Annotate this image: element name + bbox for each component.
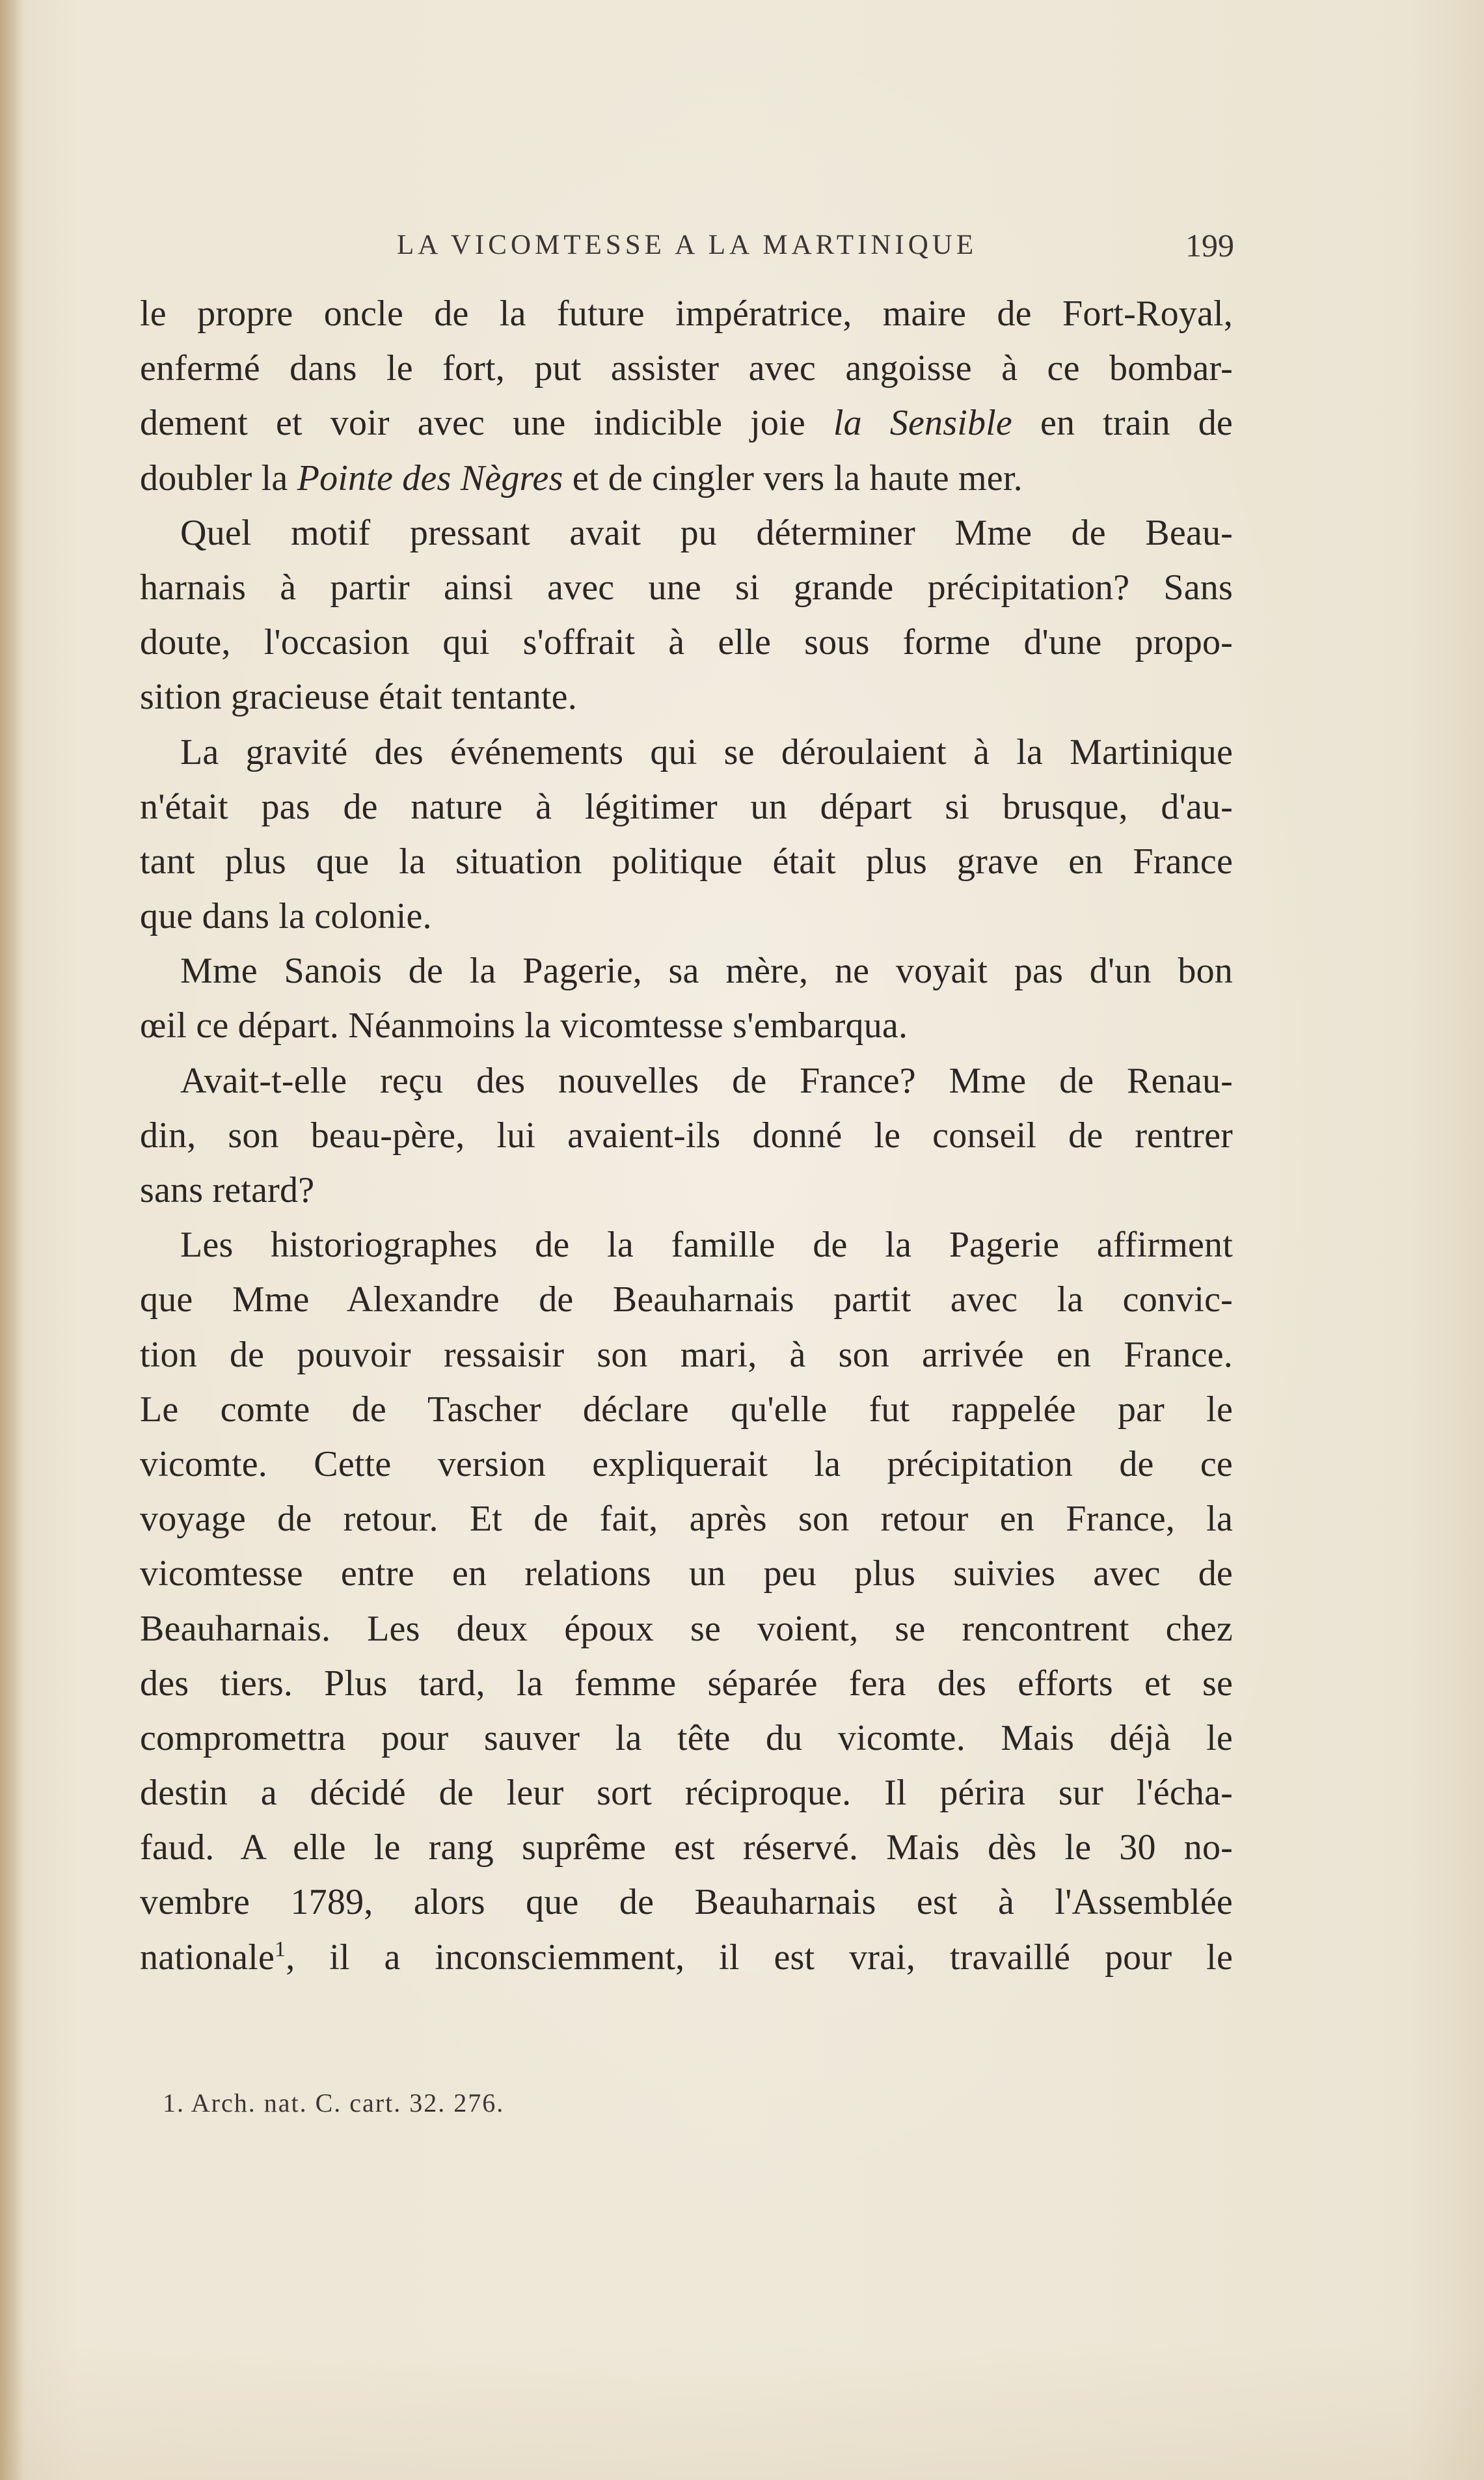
text-line	[140, 451, 1233, 506]
text-line: enfermé dans le fort, put assister avec angoisse à ce bombar-	[140, 348, 1233, 389]
text-line: n'était pas de nature à légitimer un départ si brusque, d'au-	[140, 786, 1233, 827]
text-segment: en train de	[1012, 403, 1233, 444]
text-line: Les historiographes de la famille de la Pagerie affirment	[180, 1225, 1233, 1266]
spine-shadow	[0, 0, 23, 2480]
text-line: des tiers. Plus tard, la femme séparée fera des efforts et se	[140, 1663, 1233, 1704]
text-segment: , il a inconsciemment, il est vrai, travaillé pour le	[286, 1937, 1233, 1978]
text-line: tant plus que la situation politique était plus grave en France	[140, 841, 1233, 882]
footnote: 1. Arch. nat. C. cart. 32. 276.	[163, 2088, 505, 2118]
text-segment: doubler la	[140, 457, 297, 498]
text-line: Le comte de Tascher déclare qu'elle fut rappelée par le	[140, 1389, 1233, 1430]
text-line: vembre 1789, alors que de Beauharnais est à l'Assemblée	[140, 1882, 1233, 1923]
page-bottom-tint	[0, 2343, 1484, 2480]
text-line: La gravité des événements qui se déroulaient à la Martinique	[180, 731, 1233, 772]
text-line: vicomte. Cette version expliquerait la précipitation de ce	[140, 1443, 1233, 1484]
text-line: faud. A elle le rang suprême est réservé. Mais dès le 30 no-	[140, 1827, 1233, 1868]
text-line: le propre oncle de la future impératrice, maire de Fort-Royal,	[140, 293, 1233, 334]
text-line: vicomtesse entre en relations un peu plus suivies avec de	[140, 1553, 1233, 1594]
text-line: compromettra pour sauver la tête du vicomte. Mais déjà le	[140, 1717, 1233, 1758]
text-segment: nationale	[140, 1937, 275, 1978]
text-line: Beauharnais. Les deux époux se voient, se rencontrent chez	[140, 1608, 1233, 1649]
text-line	[140, 396, 1233, 450]
text-line: Mme Sanois de la Pagerie, sa mère, ne voyait pas d'un bon	[180, 951, 1233, 992]
page-number: 199	[1185, 227, 1234, 264]
text-line: harnais à partir ainsi avec une si grande précipitation? Sans	[140, 567, 1233, 608]
running-head	[140, 229, 1233, 268]
ship-name: la Sensible	[833, 403, 1012, 444]
body-text	[140, 286, 1233, 1985]
text-line: œil ce départ. Néanmoins la vicomtesse s'embarqua.	[140, 1005, 908, 1046]
text-segment: dement et voir avec une indicible joie	[140, 403, 833, 444]
text-line: doute, l'occasion qui s'offrait à elle sous forme d'une propo-	[140, 622, 1233, 663]
running-title: LA VICOMTESSE A LA MARTINIQUE	[397, 230, 978, 260]
text-line	[140, 1930, 1233, 1985]
text-line: din, son beau-père, lui avaient-ils donné le conseil de rentrer	[140, 1115, 1233, 1156]
text-line: sition gracieuse était tentante.	[140, 677, 577, 718]
text-line: destin a décidé de leur sort réciproque. Il périra sur l'écha-	[140, 1773, 1233, 1814]
text-segment: et de cingler vers la haute mer.	[563, 457, 1023, 498]
place-name: Pointe des Nègres	[297, 457, 563, 498]
text-line: sans retard?	[140, 1170, 315, 1210]
text-line: Avait-t-elle reçu des nouvelles de France? Mme de Renau-	[180, 1060, 1233, 1101]
text-line: tion de pouvoir ressaisir son mari, à son arrivée en France.	[140, 1334, 1233, 1375]
text-line: Quel motif pressant avait pu déterminer Mme de Beau-	[180, 512, 1233, 553]
text-line: que Mme Alexandre de Beauharnais partit avec la convic-	[140, 1279, 1233, 1320]
text-line: voyage de retour. Et de fait, après son retour en France, la	[140, 1499, 1233, 1540]
footnote-reference: 1	[275, 1937, 286, 1961]
text-line: que dans la colonie.	[140, 896, 432, 937]
